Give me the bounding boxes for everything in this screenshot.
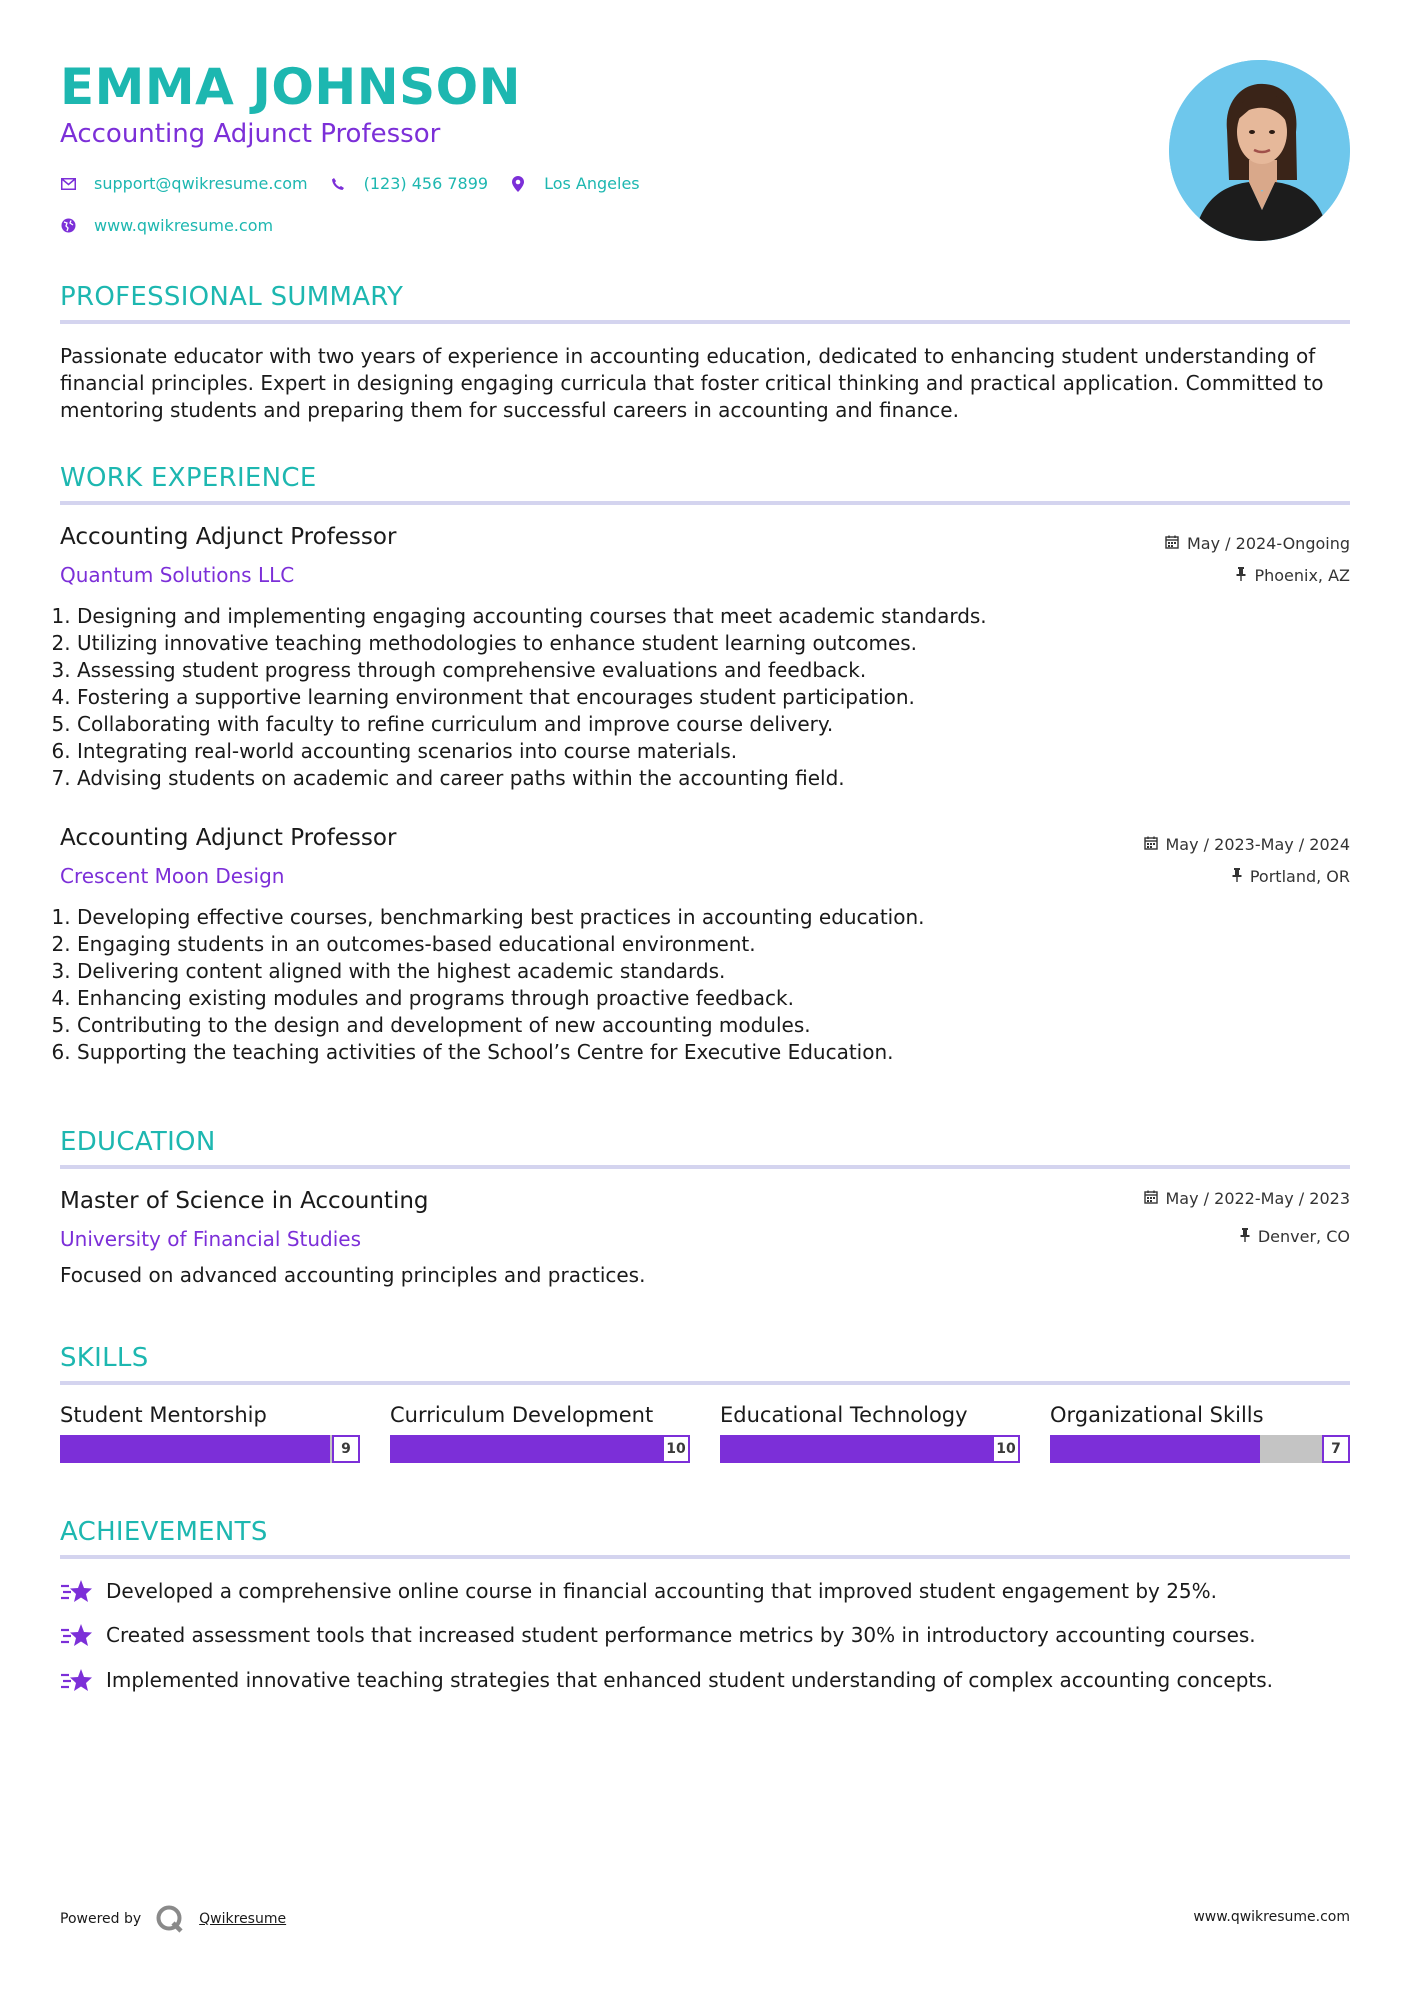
shooting-star-icon — [60, 1622, 94, 1648]
qwikresume-link[interactable]: Qwikresume — [199, 1911, 287, 1927]
candidate-name: EMMA JOHNSON — [60, 58, 521, 116]
skill-bar — [1050, 1435, 1350, 1463]
skill-bar-segment — [150, 1435, 180, 1463]
list-item: 3. Assessing student progress through comprehensive evaluations and feedback. — [77, 657, 1347, 684]
powered-by-text: Powered by — [60, 1911, 142, 1927]
job-title: Accounting Adjunct Professor — [60, 524, 397, 550]
skill-name: Curriculum Development — [390, 1403, 654, 1427]
skill-bar-segment — [900, 1435, 930, 1463]
shooting-star-icon — [60, 1578, 94, 1604]
education-dates-text: May / 2022-May / 2023 — [1165, 1188, 1350, 1208]
skill-bar-segment — [1080, 1435, 1110, 1463]
skill-bar-segment — [420, 1435, 450, 1463]
skill-bar — [390, 1435, 690, 1463]
skill-bar-segment — [540, 1435, 570, 1463]
skill-bar-segment — [60, 1435, 90, 1463]
list-item: 2. Utilizing innovative teaching methodologies to enhance student learning outcomes. — [77, 630, 1347, 657]
skill-bar-segment — [1110, 1435, 1140, 1463]
skill-bar-segment — [510, 1435, 540, 1463]
qwikresume-logo-icon — [155, 1904, 185, 1934]
skill-bar-segment — [930, 1435, 960, 1463]
pushpin-icon — [1240, 1228, 1250, 1245]
skill-item — [60, 1403, 360, 1457]
list-item: 4. Fostering a supportive learning environment that encourages student participation. — [77, 684, 1347, 711]
footer-powered-by — [60, 1904, 286, 1934]
skill-bar-segment — [720, 1435, 750, 1463]
job-location — [1236, 567, 1350, 584]
skill-name: Student Mentorship — [60, 1403, 267, 1427]
skill-bar-segment — [300, 1435, 330, 1463]
skill-bar-segment — [750, 1435, 780, 1463]
envelope-icon — [60, 178, 76, 190]
achievement-text: Implemented innovative teaching strategies that enhanced student understanding of complex accounting concepts. — [106, 1668, 1274, 1692]
profile-photo — [1169, 60, 1350, 241]
job-dates — [1165, 535, 1350, 552]
skill-bar-segment — [1260, 1435, 1290, 1463]
skill-bar-segment — [180, 1435, 210, 1463]
skill-item — [390, 1403, 690, 1457]
achievement-item — [60, 1667, 1273, 1693]
website-text: www.qwikresume.com — [94, 216, 274, 235]
contact-phone[interactable] — [330, 174, 488, 193]
skill-item — [720, 1403, 1020, 1457]
achievement-text: Created assessment tools that increased student performance metrics by 30% in introductory accounting courses. — [106, 1623, 1256, 1647]
list-item: 5. Contributing to the design and development of new accounting modules. — [77, 1012, 1347, 1039]
skill-level-badge: 7 — [1322, 1435, 1350, 1463]
skill-bar-segment — [1290, 1435, 1320, 1463]
education-location — [1240, 1228, 1350, 1245]
list-item: 4. Enhancing existing modules and programs through proactive feedback. — [77, 985, 1347, 1012]
job-bullets — [60, 603, 1347, 792]
education-dates — [1144, 1190, 1351, 1207]
skill-bar-segment — [390, 1435, 420, 1463]
job-location-text: Portland, OR — [1249, 866, 1350, 886]
achievement-text: Developed a comprehensive online course in financial accounting that improved student engagement by 25%. — [106, 1579, 1218, 1603]
skill-bar-segment — [630, 1435, 660, 1463]
skill-bar-segment — [240, 1435, 270, 1463]
skills-heading: SKILLS — [60, 1345, 1350, 1385]
job-company: Crescent Moon Design — [60, 864, 285, 888]
list-item: 1. Developing effective courses, benchmarking best practices in accounting education. — [77, 904, 1347, 931]
experience-heading: WORK EXPERIENCE — [60, 465, 1350, 505]
skill-level-badge: 9 — [332, 1435, 360, 1463]
skill-name: Educational Technology — [720, 1403, 968, 1427]
skill-bar-segment — [570, 1435, 600, 1463]
list-item: 3. Delivering content aligned with the highest academic standards. — [77, 958, 1347, 985]
achievement-item — [60, 1622, 1256, 1648]
list-item: 6. Supporting the teaching activities of the School’s Centre for Executive Education. — [77, 1039, 1347, 1066]
skill-name: Organizational Skills — [1050, 1403, 1264, 1427]
job-bullets — [60, 904, 1347, 1066]
skill-level-badge: 10 — [662, 1435, 690, 1463]
skill-bar-segment — [1050, 1435, 1080, 1463]
globe-icon — [60, 218, 76, 233]
phone-icon — [330, 177, 346, 191]
skill-bar-segment — [600, 1435, 630, 1463]
map-pin-icon — [510, 176, 526, 192]
pushpin-icon — [1232, 868, 1242, 885]
list-item: 5. Collaborating with faculty to refine curriculum and improve course delivery. — [77, 711, 1347, 738]
job-dates-text: May / 2023-May / 2024 — [1165, 834, 1350, 854]
job-title: Accounting Adjunct Professor — [60, 825, 397, 851]
email-text: support@qwikresume.com — [94, 174, 308, 193]
pushpin-icon — [1236, 567, 1246, 584]
skill-bar-segment — [810, 1435, 840, 1463]
skill-bar — [720, 1435, 1020, 1463]
job-dates-text: May / 2024-Ongoing — [1187, 533, 1350, 553]
degree-title: Master of Science in Accounting — [60, 1188, 429, 1214]
skill-bar-segment — [1170, 1435, 1200, 1463]
education-location-text: Denver, CO — [1257, 1226, 1350, 1246]
list-item: 2. Engaging students in an outcomes-based educational environment. — [77, 931, 1347, 958]
phone-text: (123) 456 7899 — [363, 174, 489, 193]
summary-heading: PROFESSIONAL SUMMARY — [60, 284, 1350, 324]
skill-bar-segment — [1200, 1435, 1230, 1463]
skill-bar-segment — [1140, 1435, 1170, 1463]
achievements-heading: ACHIEVEMENTS — [60, 1519, 1350, 1559]
education-description: Focused on advanced accounting principles and practices. — [60, 1263, 646, 1287]
contact-website[interactable] — [60, 216, 273, 235]
job-location-text: Phoenix, AZ — [1254, 565, 1350, 585]
skill-bar-segment — [870, 1435, 900, 1463]
achievement-item — [60, 1578, 1217, 1604]
contact-row — [60, 174, 662, 193]
contact-location — [510, 174, 640, 193]
skill-bar-segment — [960, 1435, 990, 1463]
skill-level-badge: 10 — [992, 1435, 1020, 1463]
calendar-icon — [1144, 836, 1158, 853]
skill-bar-segment — [450, 1435, 480, 1463]
list-item: 7. Advising students on academic and career paths within the accounting field. — [77, 765, 1347, 792]
calendar-icon — [1165, 535, 1179, 552]
location-text: Los Angeles — [544, 174, 640, 193]
skill-bar-segment — [120, 1435, 150, 1463]
skill-bar-segment — [270, 1435, 300, 1463]
education-heading: EDUCATION — [60, 1129, 1350, 1169]
list-item: 6. Integrating real-world accounting scenarios into course materials. — [77, 738, 1347, 765]
website-row — [60, 216, 295, 235]
skill-bar-segment — [210, 1435, 240, 1463]
job-company: Quantum Solutions LLC — [60, 563, 295, 587]
job-dates — [1144, 836, 1351, 853]
skill-bar-segment — [780, 1435, 810, 1463]
skill-bar — [60, 1435, 360, 1463]
skill-bar-segment — [1230, 1435, 1260, 1463]
school-name: University of Financial Studies — [60, 1227, 362, 1251]
list-item: 1. Designing and implementing engaging accounting courses that meet academic standards. — [77, 603, 1347, 630]
summary-text: Passionate educator with two years of experience in accounting education, dedicated to enhancing student understanding of financial principles. Expert in designing engaging curricula that foster critical thinking and practical application. Committed to mentoring students and preparing them for successful careers in accounting and finance. — [60, 344, 1324, 422]
shooting-star-icon — [60, 1667, 94, 1693]
calendar-icon — [1144, 1190, 1158, 1207]
skill-bar-segment — [480, 1435, 510, 1463]
footer-site[interactable]: www.qwikresume.com — [1193, 1909, 1350, 1925]
skill-bar-segment — [840, 1435, 870, 1463]
contact-email[interactable] — [60, 174, 308, 193]
job-location — [1232, 868, 1350, 885]
skill-item — [1050, 1403, 1350, 1457]
skill-bar-segment — [90, 1435, 120, 1463]
candidate-role: Accounting Adjunct Professor — [60, 119, 441, 149]
